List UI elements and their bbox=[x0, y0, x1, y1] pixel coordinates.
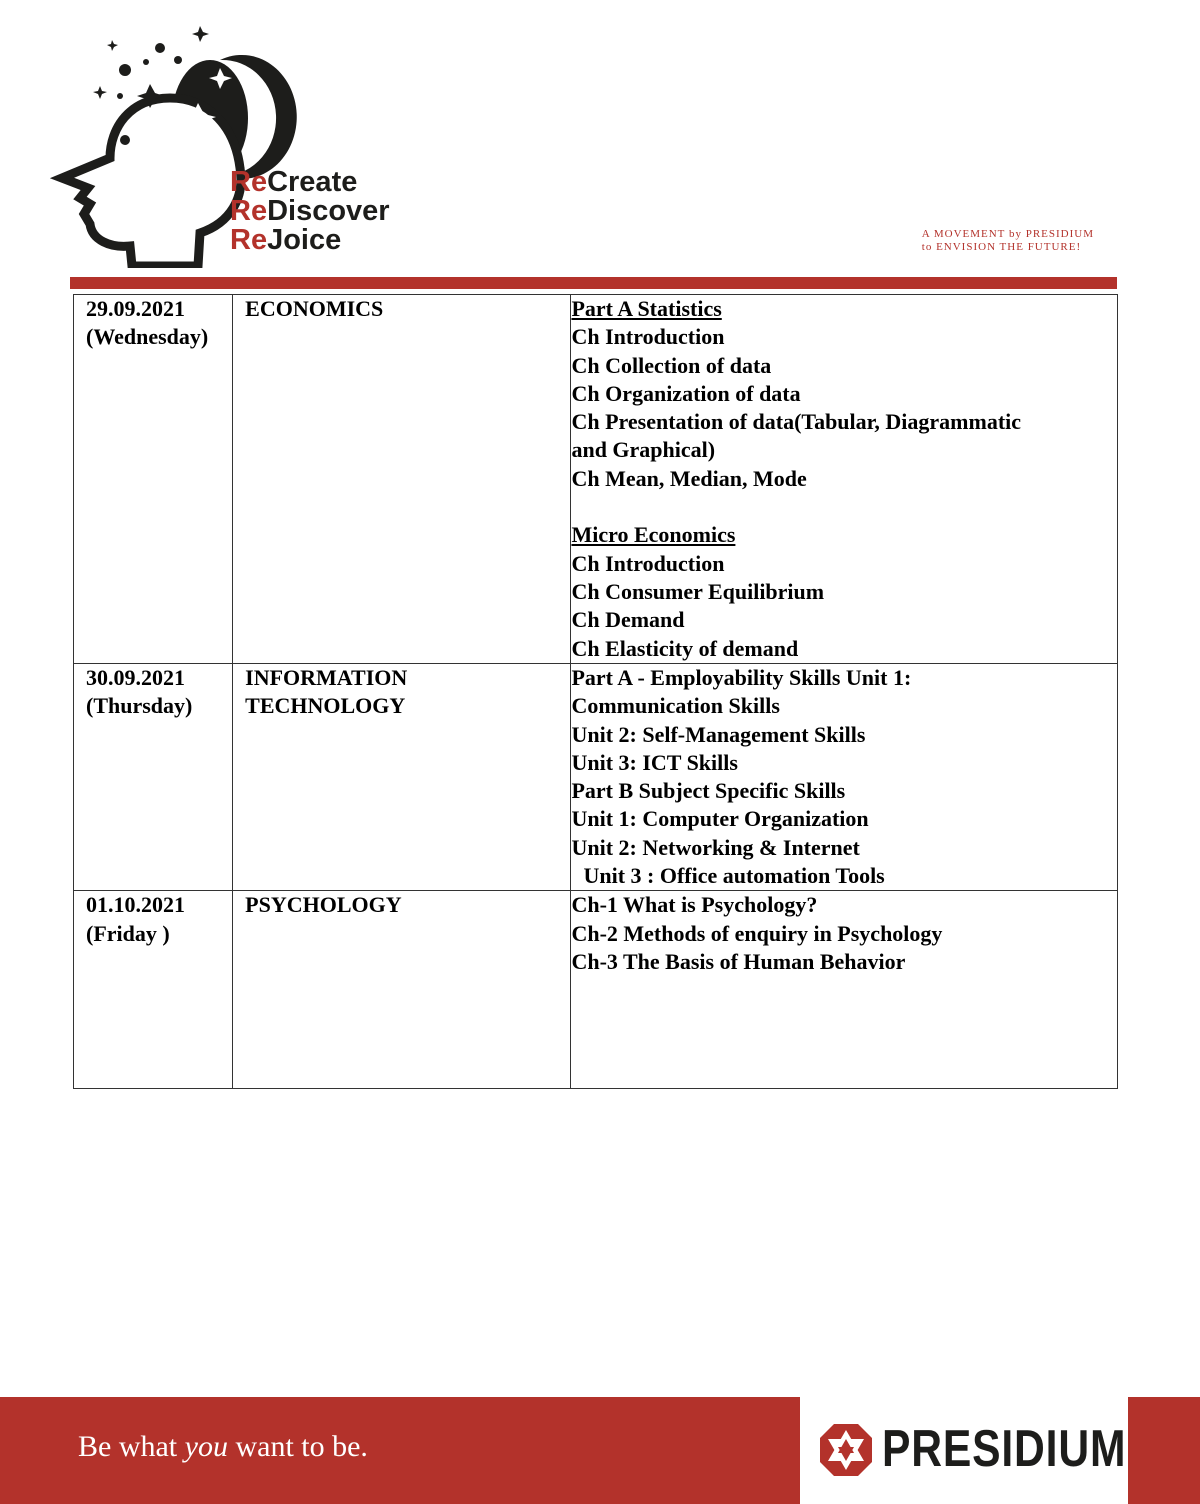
logo-wordmark bbox=[230, 168, 390, 255]
date-cell: 29.09.2021 (Wednesday) bbox=[74, 295, 233, 664]
date-cell: 01.10.2021 (Friday ) bbox=[74, 891, 233, 1089]
footer-slogan: Be what you want to be. bbox=[78, 1430, 368, 1463]
syllabus-cell: Ch-1 What is Psychology? Ch-2 Methods of enquiry in Psychology Ch-3 The Basis of Human Behavior bbox=[571, 891, 1118, 1089]
logo-line-rejoice: ReJoice bbox=[230, 224, 342, 256]
subject-cell: ECONOMICS bbox=[233, 295, 571, 664]
presidium-tagline: A MOVEMENT by PRESIDIUM to ENVISION THE FUTURE! bbox=[921, 228, 1094, 253]
subject-cell: INFORMATION TECHNOLOGY bbox=[233, 664, 571, 891]
exam-schedule-table bbox=[73, 294, 1118, 1089]
date-cell: 30.09.2021 (Thursday) bbox=[74, 664, 233, 891]
syllabus-cell: Part A Statistics Ch Introduction Ch Collection of data Ch Organization of data Ch Presentation of data(Tabular, Diagrammatic and Graphical) Ch Mean, Median, Mode Micro Economics Ch Introduction Ch Consumer Equilibrium Ch Demand Ch Elasticity of demand bbox=[571, 295, 1118, 664]
logo-line-recreate: ReCreate bbox=[230, 166, 358, 198]
table-row bbox=[74, 891, 1118, 1089]
table-row bbox=[74, 664, 1118, 891]
syllabus-cell: Part A - Employability Skills Unit 1: Communication Skills Unit 2: Self-Management Skills Unit 3: ICT Skills Part B Subject Specific Skills Unit 1: Computer Organization Unit 2: Networking & Internet Unit 3 : Office automation Tools bbox=[571, 664, 1118, 891]
logo-line-rediscover: ReDiscover bbox=[230, 195, 390, 227]
presidium-wordmark: PRESIDIUM bbox=[882, 1420, 1127, 1478]
subject-cell: PSYCHOLOGY bbox=[233, 891, 571, 1089]
presidium-star-icon bbox=[816, 1420, 876, 1480]
table-row bbox=[74, 295, 1118, 664]
section-heading: Part A Statistics bbox=[571, 296, 722, 321]
section-heading: Micro Economics bbox=[571, 522, 736, 548]
header-divider bbox=[70, 277, 1117, 289]
spacer bbox=[571, 493, 1117, 521]
